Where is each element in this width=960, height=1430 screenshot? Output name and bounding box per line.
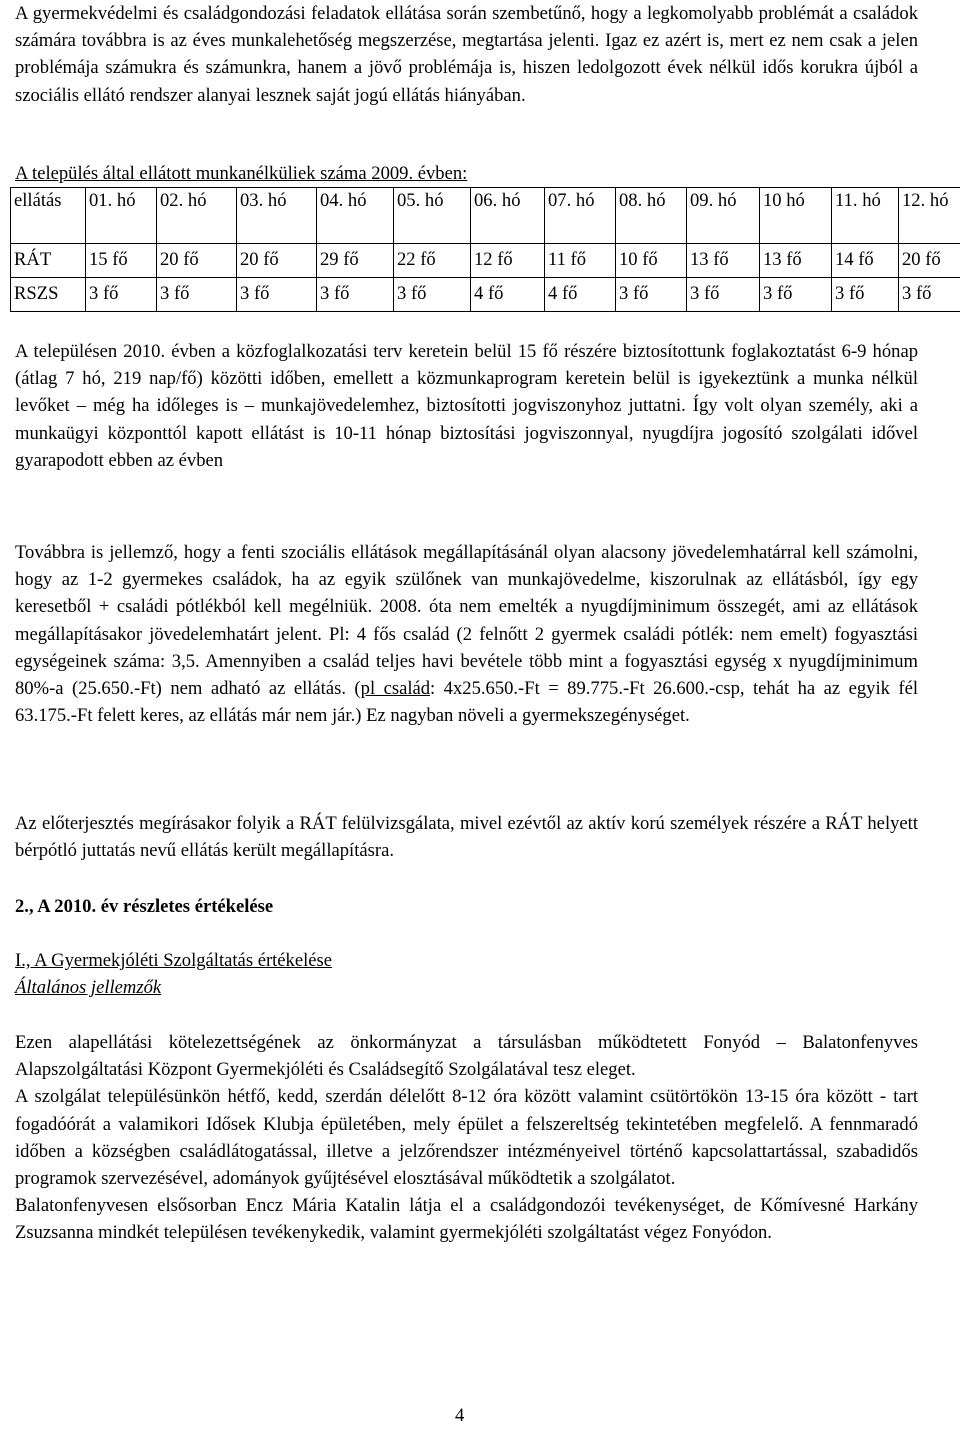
paragraph-group-service (15, 1029, 918, 1247)
table-cell: 13 fő (687, 244, 760, 278)
table-cell: 22 fő (394, 244, 471, 278)
paragraph-income-threshold (15, 539, 918, 729)
table-cell: 3 fő (687, 278, 760, 312)
table-header-cell: ellátás (11, 188, 86, 244)
table-header-cell: 09. hó (687, 188, 760, 244)
table-header-cell: 08. hó (616, 188, 687, 244)
table-cell: 10 fő (616, 244, 687, 278)
table-header-cell: 04. hó (317, 188, 394, 244)
table-header-cell: 12. hó (899, 188, 960, 244)
table-cell: 3 fő (832, 278, 899, 312)
table-cell: 15 fő (86, 244, 157, 278)
table-cell: 14 fő (832, 244, 899, 278)
table-cell: 11 fő (545, 244, 616, 278)
paragraph-rat-review: Az előterjesztés megírásakor folyik a RÁT felülvizsgálata, mivel ezévtől az aktív korú személyek részére a RÁT helyett bérpótló juttatás nevű ellátás került megállapításra. (15, 813, 918, 862)
section-heading: 2., A 2010. év részletes értékelése (15, 896, 274, 917)
table-cell: 20 fő (237, 244, 317, 278)
table-header-row (11, 188, 960, 244)
table-cell: 3 fő (86, 278, 157, 312)
table-header-cell: 03. hó (237, 188, 317, 244)
table-cell: RÁT (11, 244, 86, 278)
paragraph-staff: Balatonfenyvesen elsősorban Encz Mária Katalin látja el a családgondozói tevékenységet, de Kőmívesné Harkány Zsuzsanna mindkét településen tevékenykedik, valamint gyermekjóléti szolgáltatást végez Fonyódon. (15, 1195, 918, 1244)
table-cell: 20 fő (157, 244, 237, 278)
table-header-cell: 01. hó (86, 188, 157, 244)
table-cell: 13 fő (760, 244, 832, 278)
table-cell: 3 fő (237, 278, 317, 312)
table-caption: A település által ellátott munkanélküliek száma 2009. évben: (15, 163, 468, 184)
table-cell: 3 fő (760, 278, 832, 312)
paragraph-intro: A gyermekvédelmi és családgondozási feladatok ellátása során szembetűnő, hogy a legkomolyabb problémát a családok számára továbbra is az éves munkalehetőség megszerzése, megtartása jelenti. Igaz ez azért is, mert ez nem csak a jelen problémája számukra és számunkra, hanem a jövő problémája is, hiszen ledolgozott évek nélkül idős korukra újból a szociális ellátó rendszer alanyai lesznek saját jogú ellátás hiányában. (15, 3, 918, 106)
table-header-cell: 10 hó (760, 188, 832, 244)
table-cell: 20 fő (899, 244, 960, 278)
table-row-rszs (11, 278, 960, 312)
underlined-text: pl család (360, 678, 431, 700)
paragraph-office-hours: A szolgálat településünkön hétfő, kedd, szerdán délelőtt 8-12 óra között valamint csütörtökön 13-15 óra között - tart fogadóórát a valamikori Idősek Klubja épületében, mely épület a felszereltség tekintetében megfelelő. A fennmaradó időben a községben családlátogatással, illetve a jelzőrendszer intézményeivel történő kapcsolattartással, szabadidős programok szervezésével, adományok gyűjtésével elosztásával működtetik a szolgálatot. (15, 1086, 918, 1190)
table-cell: 3 fő (317, 278, 394, 312)
table-header-cell: 02. hó (157, 188, 237, 244)
table-header-cell: 11. hó (832, 188, 899, 244)
table-cell: 3 fő (157, 278, 237, 312)
unemployment-table (10, 187, 960, 312)
table-cell: 12 fő (471, 244, 545, 278)
paragraph-obligation: Ezen alapellátási kötelezettségének az önkormányzat a társulásban működtetett Fonyód – Balatonfenyves Alapszolgáltatási Központ Gyermekjóléti és Családsegítő Szolgálatával tesz eleget. (15, 1032, 918, 1081)
paragraph-text: : 4x25.650.-Ft = 89.775.-Ft 26.600.-csp, tehát ha az egyik fél 63.175.-Ft felett keres, az ellátás már nem jár.) Ez nagyban növeli a gyermekszegénységet. (15, 678, 919, 727)
table-cell: 29 fő (317, 244, 394, 278)
table-header-cell: 05. hó (394, 188, 471, 244)
table-cell: 3 fő (899, 278, 960, 312)
subsection-heading: I., A Gyermekjóléti Szolgáltatás értékelése (15, 950, 333, 971)
page-number: 4 (455, 1405, 465, 1426)
table-cell: RSZS (11, 278, 86, 312)
subsubsection-heading: Általános jellemzők (15, 977, 162, 998)
table-cell: 4 fő (471, 278, 545, 312)
table-row-rat (11, 244, 960, 278)
table-header-cell: 07. hó (545, 188, 616, 244)
paragraph-text: Továbbra is jellemző, hogy a fenti szociális ellátások megállapításánál olyan alacsony jövedelemhatárral kell számolni, hogy az 1-2 gyermekes családok, ha az egyik szülőnek van munkajövedelme, kiszorulnak az ellátásból, így egy keresetből + családi pótlékból kell megélniük. 2008. óta nem emelték a nyugdíjminimum összegét, ami az ellátások megállapításakor jövedelemhatárt jelent. Pl: 4 fős család (2 felnőtt 2 gyermek családi pótlék: nem emelt) fogyasztási egységeinek száma: 3,5. Amennyiben a család teljes havi bevétele több mint a fogyasztási egység x nyugdíjminimum 80%-a (25.650.-Ft) nem adható az ellátás. ( (15, 542, 918, 700)
table-cell: 3 fő (616, 278, 687, 312)
table-header-cell: 06. hó (471, 188, 545, 244)
table-cell: 3 fő (394, 278, 471, 312)
paragraph-public-work: A településen 2010. évben a közfoglalkozatási terv keretein belül 15 fő részére biztosítottunk foglakoztatást 6-9 hónap (átlag 7 hó, 219 nap/fő) közötti időben, emellett a közmunkaprogram keretein belül is igyekeztünk a munka nélkül levőket – még ha időleges is – munkajövedelemhez, biztosítotti jogviszonyhoz juttatni. Így volt olyan személy, aki a munkaügyi központtól kapott ellátást is 10-11 hónap biztosítási jogviszonnyal, nyugdíjra jogosító szolgálati idővel gyarapodott ebben az évben (15, 341, 918, 471)
table-cell: 4 fő (545, 278, 616, 312)
